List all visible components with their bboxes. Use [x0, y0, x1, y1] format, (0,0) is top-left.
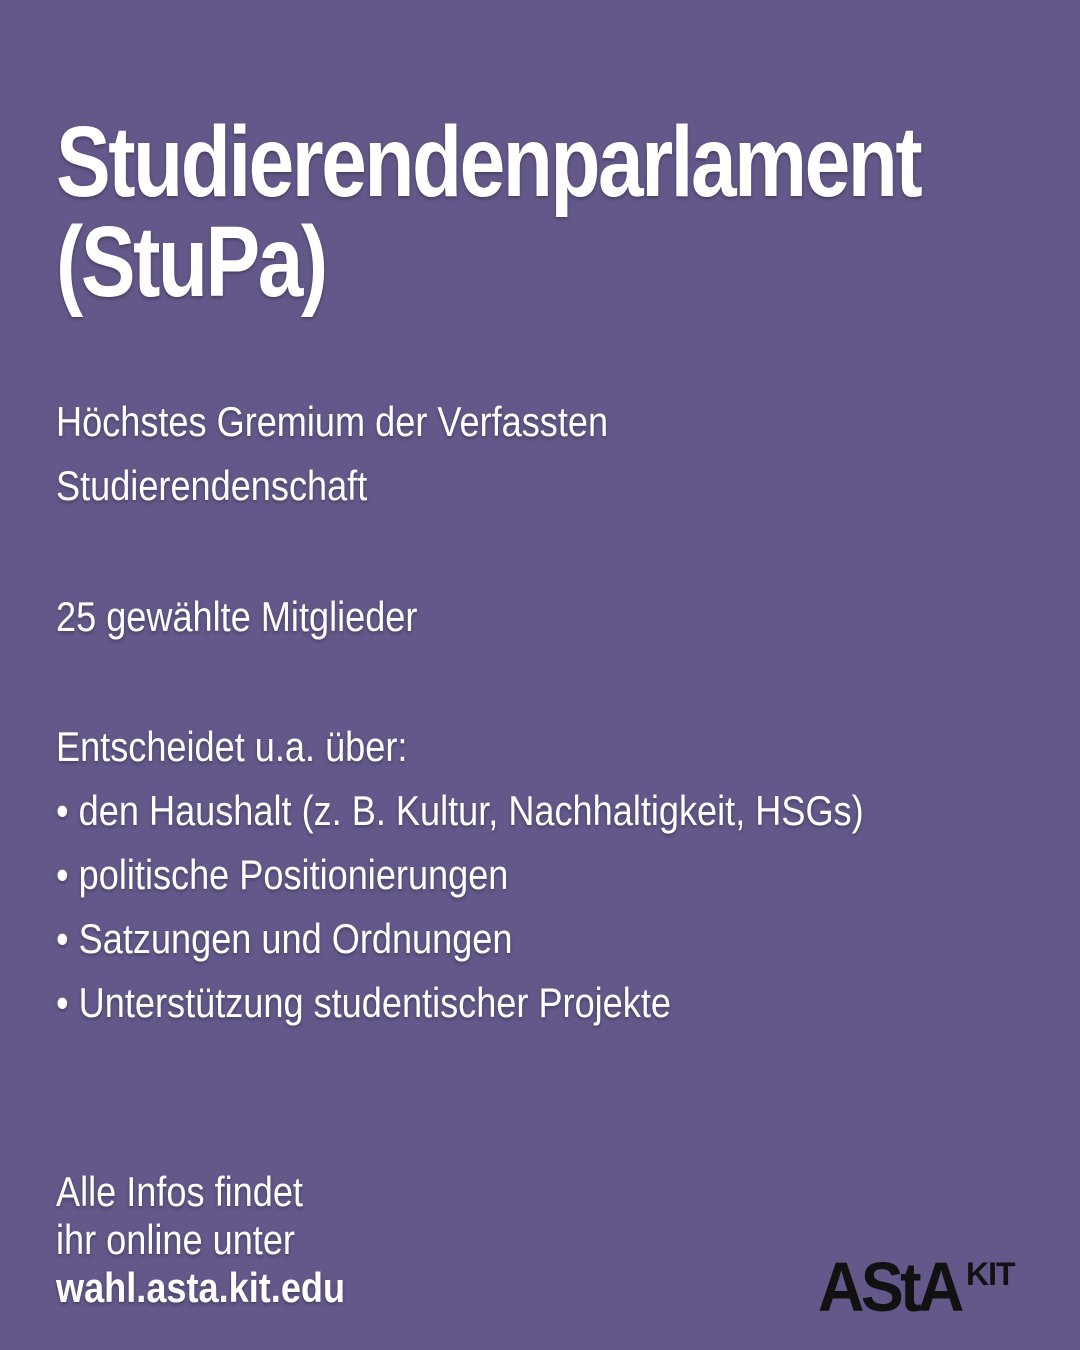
title-line-1: Studierendenparlament — [56, 106, 921, 218]
description-line-1: Höchstes Gremium der Verfassten — [56, 398, 609, 445]
decides-heading: Entscheidet u.a. über: — [56, 723, 408, 770]
description-line-2: Studierendenschaft — [56, 462, 368, 509]
decides-item-positions: • politische Positionierungen — [56, 851, 509, 898]
decides-item-statutes: • Satzungen und Ordnungen — [56, 915, 513, 962]
footer-line-1: Alle Infos findet — [56, 1168, 303, 1215]
logo-kit-text: KIT — [966, 1256, 1015, 1292]
title-line-2: (StuPa) — [56, 206, 326, 318]
description — [56, 390, 608, 518]
decides-item-projects: • Unterstützung studentischer Projekte — [56, 979, 671, 1026]
logo-asta-text: AStA — [818, 1248, 961, 1326]
decides-section — [56, 715, 864, 1035]
footer-line-2: ihr online unter — [56, 1216, 295, 1263]
page-title — [56, 106, 921, 318]
footer-url: wahl.asta.kit.edu — [56, 1264, 346, 1311]
decides-item-budget: • den Haushalt (z. B. Kultur, Nachhaltigkeit, HSGs) — [56, 787, 864, 834]
footer-info — [56, 1168, 345, 1312]
asta-kit-logo — [818, 1248, 1028, 1326]
members-text: 25 gewählte Mitglieder — [56, 593, 418, 640]
